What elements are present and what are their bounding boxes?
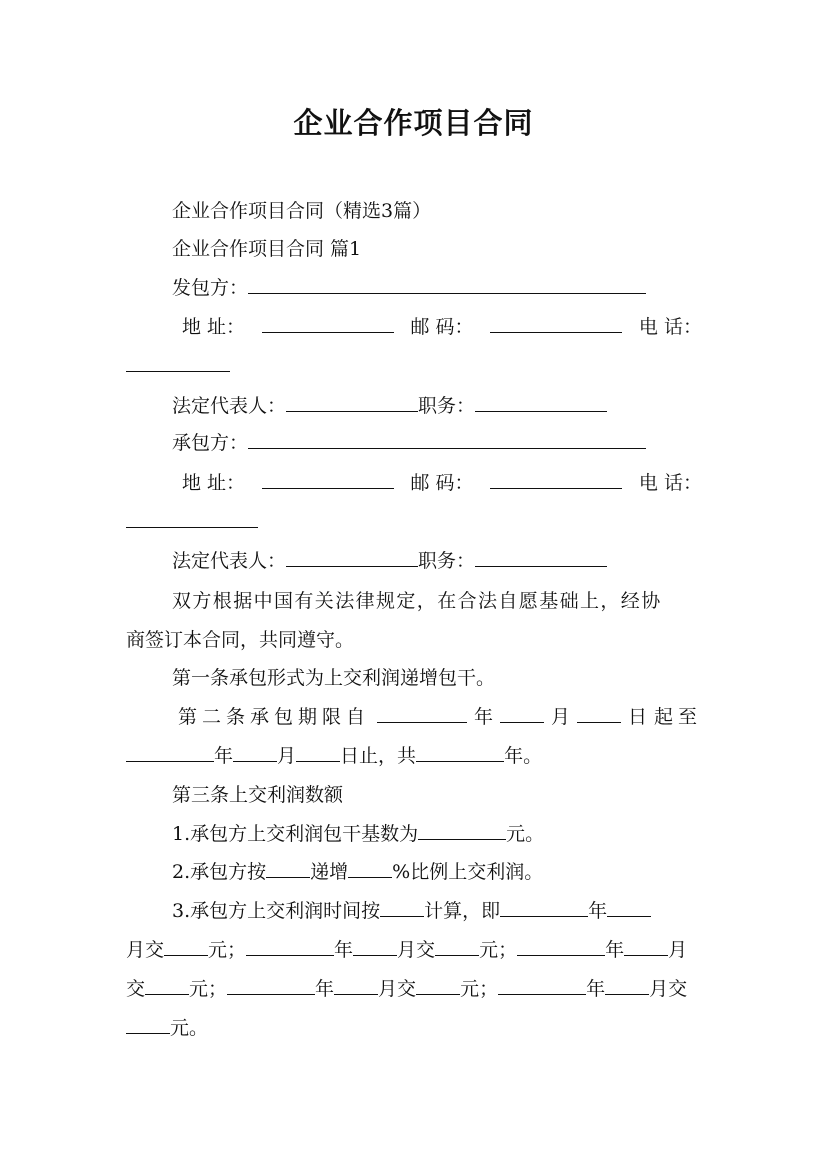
pay-month-blank-5[interactable] bbox=[605, 977, 649, 995]
pay-amount-blank-2[interactable] bbox=[435, 938, 479, 956]
issuer-zip-blank[interactable] bbox=[490, 315, 622, 333]
item-2: 2.承包方按 递增 %比例上交利润。 bbox=[172, 861, 544, 883]
pay-year-blank-1[interactable] bbox=[500, 899, 588, 917]
issuer-blank[interactable] bbox=[248, 276, 646, 294]
issuer-rep-blank[interactable] bbox=[286, 394, 418, 412]
start-year-blank[interactable] bbox=[377, 705, 467, 723]
end-year-blank[interactable] bbox=[126, 744, 214, 762]
contractor-phone-line bbox=[126, 510, 702, 534]
pay-year-blank-5[interactable] bbox=[498, 977, 586, 995]
issuer-rep-line: 法定代表人： 职务： bbox=[126, 394, 702, 418]
contractor-phone-blank[interactable] bbox=[126, 510, 258, 528]
increase-rate-blank[interactable] bbox=[348, 860, 392, 878]
pay-month-blank-2[interactable] bbox=[353, 938, 397, 956]
pay-year-blank-4[interactable] bbox=[227, 977, 315, 995]
contractor-zip-blank[interactable] bbox=[490, 471, 622, 489]
issuer-phone-line bbox=[126, 354, 702, 378]
item-1: 1.承包方上交利润包干基数为 元。 bbox=[172, 823, 545, 845]
basis-line-2: 商签订本合同，共同遵守。 bbox=[126, 629, 355, 651]
article-2-line-1: 第二条承包期限自 年 月 日 起至 bbox=[178, 706, 702, 728]
document-subtitle: 企业合作项目合同（精选3篇） bbox=[172, 200, 432, 222]
increase-basis-blank[interactable] bbox=[266, 860, 310, 878]
issuer-line: 发包方： bbox=[126, 276, 702, 300]
article-3: 第三条上交利润数额 bbox=[172, 784, 344, 806]
contractor-rep-line: 法定代表人： 职务： bbox=[126, 549, 702, 573]
item-3-line-3: 交 元； 年 月交 元； 年 月交 bbox=[126, 978, 688, 1000]
contractor-blank[interactable] bbox=[248, 431, 646, 449]
issuer-address-blank[interactable] bbox=[262, 315, 394, 333]
base-amount-blank[interactable] bbox=[418, 822, 506, 840]
start-day-blank[interactable] bbox=[577, 705, 621, 723]
start-month-blank[interactable] bbox=[500, 705, 544, 723]
article-2-line-2: 年 月 日止，共 年。 bbox=[126, 744, 702, 768]
article-1: 第一条承包形式为上交利润递增包干。 bbox=[172, 667, 496, 689]
contractor-duty-blank[interactable] bbox=[475, 549, 607, 567]
part-heading: 企业合作项目合同 篇1 bbox=[172, 238, 362, 260]
item-3-line-1: 3.承包方上交利润时间按 计算，即 年 bbox=[126, 899, 702, 923]
issuer-phone-blank[interactable] bbox=[126, 354, 230, 372]
pay-period-blank[interactable] bbox=[380, 899, 424, 917]
document-title: 企业合作项目合同 bbox=[293, 106, 534, 140]
end-month-blank[interactable] bbox=[233, 744, 277, 762]
issuer-address-line: 地 址： 邮 码： 电 话： bbox=[182, 316, 702, 338]
contractor-line: 承包方： bbox=[126, 431, 702, 455]
item-3-line-4: 元。 bbox=[126, 1016, 702, 1040]
contractor-rep-blank[interactable] bbox=[286, 549, 418, 567]
pay-amount-blank-5[interactable] bbox=[126, 1016, 170, 1034]
pay-month-blank-4[interactable] bbox=[334, 977, 378, 995]
pay-year-blank-3[interactable] bbox=[517, 938, 605, 956]
pay-month-blank-1[interactable] bbox=[607, 899, 651, 917]
item-3-line-2: 月交 元； 年 月交 元； 年 月 bbox=[126, 939, 688, 961]
contractor-address-line: 地 址： 邮 码： 电 话： bbox=[182, 472, 702, 494]
pay-amount-blank-1[interactable] bbox=[164, 938, 208, 956]
term-years-blank[interactable] bbox=[416, 744, 504, 762]
pay-month-blank-3[interactable] bbox=[624, 938, 668, 956]
contractor-address-blank[interactable] bbox=[262, 471, 394, 489]
end-day-blank[interactable] bbox=[296, 744, 340, 762]
pay-amount-blank-4[interactable] bbox=[416, 977, 460, 995]
pay-year-blank-2[interactable] bbox=[246, 938, 334, 956]
basis-line-1: 双方根据中国有关法律规定，在合法自愿基础上，经协 bbox=[172, 590, 662, 612]
pay-amount-blank-3[interactable] bbox=[145, 977, 189, 995]
issuer-duty-blank[interactable] bbox=[475, 394, 607, 412]
